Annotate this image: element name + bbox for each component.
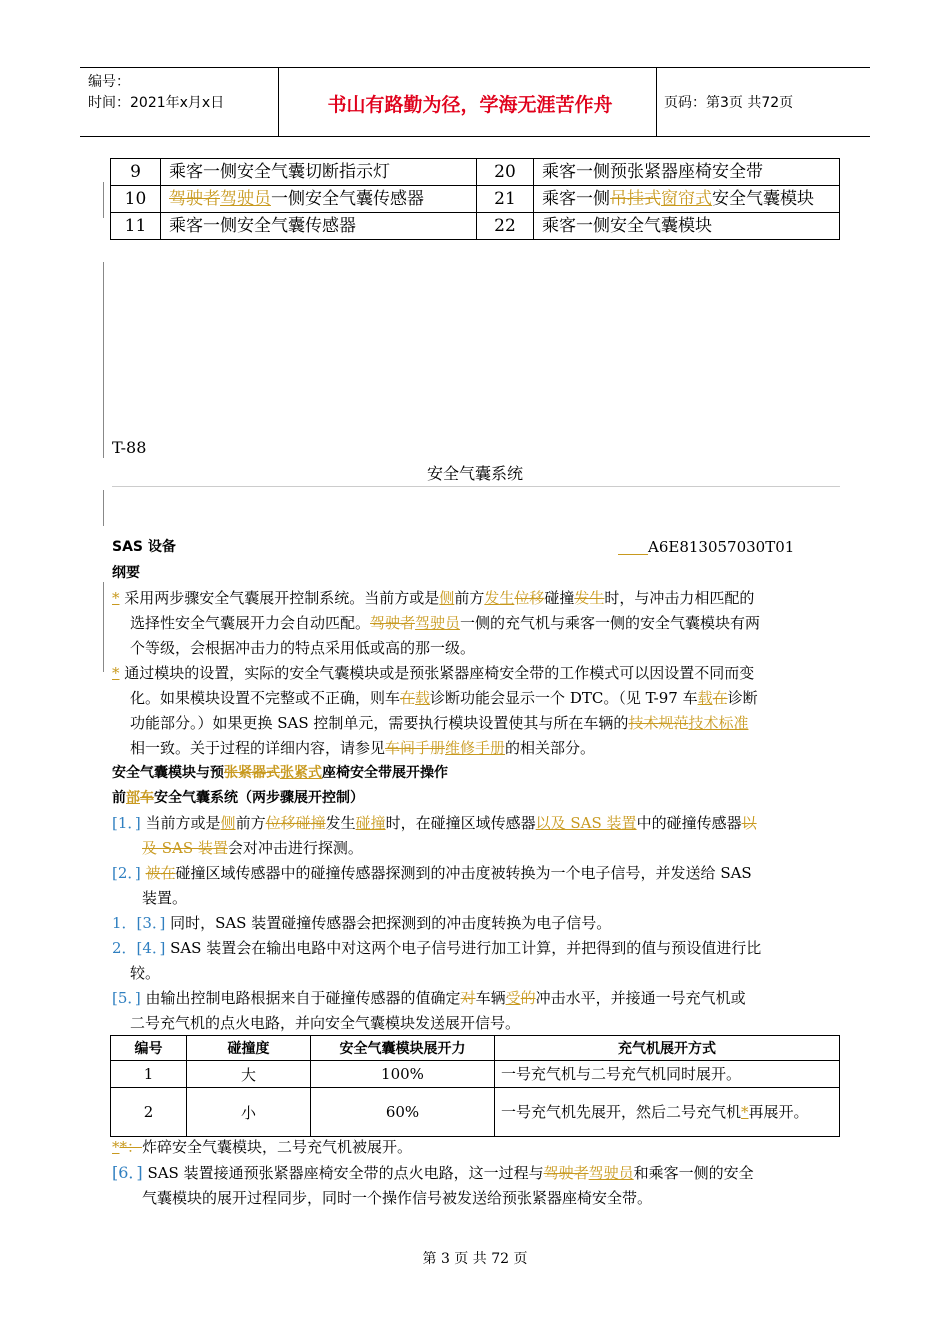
cell-text: 乘客一侧 <box>542 189 610 209</box>
deleted-text: 技术规范 <box>628 714 689 732</box>
cell-text: 乘客一侧安全气囊传感器 <box>169 216 356 236</box>
parts-table <box>110 158 840 240</box>
table-row <box>111 186 840 213</box>
step-3 <box>112 913 611 933</box>
text-run: 前方 <box>235 814 266 832</box>
deleted-text: 在 <box>400 689 416 707</box>
deleted-text: 驾驶者 <box>169 189 220 209</box>
deleted-text: 被在 <box>145 864 176 882</box>
step-4 <box>112 938 761 958</box>
cell-text: 乘客一侧预张紧器座椅安全带 <box>542 162 763 182</box>
table-cell: 21 <box>477 186 534 213</box>
table-cell: 11 <box>111 213 161 240</box>
step-2 <box>112 863 752 883</box>
table-cell <box>161 186 477 213</box>
text-run: [3．] <box>136 914 166 932</box>
text-run: 安全气囊系统（两步骤展开控制） <box>154 790 364 806</box>
outline-heading: 纲要 <box>112 565 140 581</box>
device-code-text: A6E813057030T01 <box>648 538 795 556</box>
text-run: 功能部分。）如果更换 SAS 控制单元，需要执行模块设置使其与所在车辆的 <box>130 714 629 732</box>
table-header-row <box>111 1036 840 1061</box>
paragraph-line <box>112 663 754 683</box>
column-header: 安全气囊模块展开力 <box>311 1036 495 1061</box>
table-row <box>111 1088 840 1137</box>
revision-bar <box>103 182 104 218</box>
text-run: 当前方或是 <box>145 814 221 832</box>
inserted-text: 以及 SAS 装置 <box>535 814 637 832</box>
inserted-text: 侧 <box>439 589 455 607</box>
table-cell: 22 <box>477 213 534 240</box>
deleted-text: 吊挂式 <box>610 189 661 209</box>
paragraph-line <box>112 588 754 608</box>
inserted-text: 部 <box>126 790 140 806</box>
inflator-table <box>110 1035 840 1137</box>
device-code <box>618 537 794 557</box>
section-title: 安全气囊系统 <box>426 464 523 483</box>
step-4-cont: 较。 <box>130 964 161 982</box>
table-row <box>111 1061 840 1088</box>
inserted-text: 张紧式 <box>280 765 322 781</box>
text-run: 相一致。关于过程的详细内容，请参见 <box>130 739 386 757</box>
text-run: 车辆 <box>475 989 506 1007</box>
text-run: 一号充气机与二号充气机同时展开。 <box>501 1065 742 1083</box>
table-cell: 1 <box>111 1061 187 1088</box>
deleted-text: 驾驶者 <box>543 1164 589 1182</box>
code-underline <box>618 538 648 555</box>
table-cell <box>534 159 840 186</box>
deleted-text: *： <box>119 1138 143 1156</box>
text-run: 诊断 <box>727 689 758 707</box>
text-run: 和乘客一侧的安全 <box>633 1164 754 1182</box>
text-run: 碰撞区域传感器中的碰撞传感器探测到的冲击度被转换为一个电子信号，并发送给 SAS <box>175 864 752 882</box>
header-meta <box>88 72 224 114</box>
cell-text: 一侧安全气囊传感器 <box>271 189 424 209</box>
table-cell: 小 <box>187 1088 311 1137</box>
table-note <box>112 1137 412 1157</box>
step-6 <box>112 1163 754 1183</box>
table-row <box>111 159 840 186</box>
inserted-text: 驾驶员 <box>220 189 271 209</box>
text-run: SAS 装置会在输出电路中对这两个电子信号进行加工计算，并把得到的值与预设值进行比 <box>170 939 762 957</box>
deleted-text: 在 <box>712 689 728 707</box>
deleted-text: 发生 <box>574 589 605 607</box>
header-page-number: 页码：第3页 共72页 <box>664 95 794 111</box>
text-run: 会对冲击进行探测。 <box>227 839 363 857</box>
step-2-cont: 装置。 <box>142 889 188 907</box>
step-5-cont: 二号充气机的点火电路，并向安全气囊模块发送展开信号。 <box>130 1014 521 1032</box>
section-code: T-88 <box>112 438 147 457</box>
text-run: 的相关部分。 <box>505 739 596 757</box>
text-run: SAS 装置接通预张紧器座椅安全带的点火电路，这一过程与 <box>147 1164 544 1182</box>
paragraph-line <box>130 713 748 733</box>
table-cell <box>534 186 840 213</box>
text-run: 冲击水平，并接通一号充气机或 <box>535 989 746 1007</box>
table-cell: 大 <box>187 1061 311 1088</box>
text-run: 同时，SAS 装置碰撞传感器会把探测到的冲击度转换为电子信号。 <box>170 914 612 932</box>
paragraph-line <box>130 688 758 708</box>
revision-bar <box>103 262 104 458</box>
table-cell <box>495 1088 840 1137</box>
inserted-text: 载 <box>415 689 431 707</box>
title-rule <box>112 486 840 487</box>
deleted-text: 的 <box>520 989 536 1007</box>
deleted-text: 车 <box>140 790 154 806</box>
page-header <box>80 67 870 137</box>
inserted-text: 张紧器式 <box>224 765 280 781</box>
table-cell <box>534 213 840 240</box>
header-motto: 书山有路勤为径，学海无涯苦作舟 <box>327 94 613 116</box>
column-header: 碰撞度 <box>187 1036 311 1061</box>
inserted-text: 维修手册 <box>445 739 506 757</box>
table-cell: 2 <box>111 1088 187 1137</box>
text-run: [5．] <box>112 989 141 1007</box>
deleted-text: 以 <box>741 814 757 832</box>
table-row <box>111 213 840 240</box>
text-run: 一号充气机先展开，然后二号充气机 <box>501 1103 742 1121</box>
page-footer: 第 3 页 共 72 页 <box>422 1251 528 1267</box>
inserted-text: 窗帘式 <box>661 189 712 209</box>
table-cell: 20 <box>477 159 534 186</box>
cell-text: 乘客一侧安全气囊模块 <box>542 216 712 236</box>
inserted-text: 技术标准 <box>688 714 749 732</box>
cell-text: 乘客一侧安全气囊切断指示灯 <box>169 162 390 182</box>
text-run: 安全气囊模块与预 <box>112 765 224 781</box>
text-run: 选择性安全气囊展开力会自动匹配。 <box>130 614 371 632</box>
inserted-text: 受 <box>505 989 521 1007</box>
inserted-text: 侧 <box>220 814 236 832</box>
text-run: [6．] <box>112 1163 143 1182</box>
text-run: 由输出控制电路根据来自于碰撞传感器的值确定 <box>145 989 461 1007</box>
deleted-text: 对 <box>460 989 476 1007</box>
text-run: 再展开。 <box>748 1103 809 1121</box>
front-heading <box>112 788 364 808</box>
document-number: 编号： <box>88 74 130 90</box>
text-run: 发生 <box>325 814 356 832</box>
device-title: SAS 设备 <box>112 539 176 555</box>
revision-bar <box>103 582 104 672</box>
revision-bar <box>103 490 104 526</box>
deleted-text: 驾驶者 <box>370 614 416 632</box>
text-run: [2．] <box>112 864 141 882</box>
inserted-text: * <box>112 1138 120 1156</box>
text-run: 诊断功能会显示一个 DTC。（见 T-97 车 <box>430 689 698 707</box>
text-run: 采用两步骤安全气囊展开控制系统。当前方或是 <box>124 589 440 607</box>
text-run: 时，与冲击力相匹配的 <box>604 589 755 607</box>
deleted-text: 位移碰撞 <box>265 814 326 832</box>
bullet-marker: * <box>112 664 120 682</box>
paragraph-line: 个等级，会根据冲击力的特点采用低或高的那一级。 <box>130 639 476 657</box>
deleted-text: 及 SAS 装置 <box>142 839 228 857</box>
text-run: 座椅安全带展开操作 <box>322 765 448 781</box>
text-run: 前方 <box>454 589 485 607</box>
cell-text: 安全气囊模块 <box>712 189 814 209</box>
inserted-text: 驾驶员 <box>415 614 461 632</box>
table-cell <box>161 213 477 240</box>
text-run: 一侧的充气机与乘客一侧的安全气囊模块有两 <box>460 614 761 632</box>
table-cell <box>161 159 477 186</box>
paragraph-line <box>130 613 760 633</box>
ops-heading <box>112 763 448 783</box>
inserted-text: * <box>741 1103 749 1121</box>
deleted-text: 车间手册 <box>385 739 446 757</box>
text-run: 通过模块的设置，实际的安全气囊模块或是预张紧器座椅安全带的工作模式可以因设置不同而变 <box>124 664 755 682</box>
column-header: 编号 <box>111 1036 187 1061</box>
table-cell: 100% <box>311 1061 495 1088</box>
header-divider <box>656 68 657 136</box>
inserted-text: 碰撞 <box>355 814 386 832</box>
deleted-text: 位移 <box>514 589 545 607</box>
inserted-text: 驾驶员 <box>588 1164 634 1182</box>
column-header: 充气机展开方式 <box>495 1036 840 1061</box>
inserted-text: 发生 <box>484 589 515 607</box>
table-cell: 10 <box>111 186 161 213</box>
table-cell: 9 <box>111 159 161 186</box>
text-run: 2． <box>112 939 137 957</box>
inserted-text: 载 <box>697 689 713 707</box>
step-5 <box>112 988 746 1008</box>
text-run: 炸碎安全气囊模块，二号充气机被展开。 <box>142 1138 413 1156</box>
document-time: 时间：2021年x月x日 <box>88 95 225 111</box>
text-run: 碰撞 <box>544 589 575 607</box>
text-run: 时，在碰撞区域传感器 <box>385 814 536 832</box>
step-6-cont: 气囊模块的展开过程同步，同时一个操作信号被发送给预张紧器座椅安全带。 <box>142 1189 653 1207</box>
header-divider <box>278 68 279 136</box>
table-cell <box>495 1061 840 1088</box>
table-cell: 60% <box>311 1088 495 1137</box>
step-1-cont <box>142 838 363 858</box>
step-1 <box>112 813 757 833</box>
text-run: 中的碰撞传感器 <box>636 814 742 832</box>
bullet-marker: * <box>112 589 120 607</box>
text-run: 1． <box>112 914 137 932</box>
text-run: 前 <box>112 790 126 806</box>
text-run: [1．] <box>112 814 141 832</box>
text-run: [4．] <box>136 939 166 957</box>
paragraph-line <box>130 738 595 758</box>
text-run: 化。如果模块设置不完整或不正确，则车 <box>130 689 401 707</box>
